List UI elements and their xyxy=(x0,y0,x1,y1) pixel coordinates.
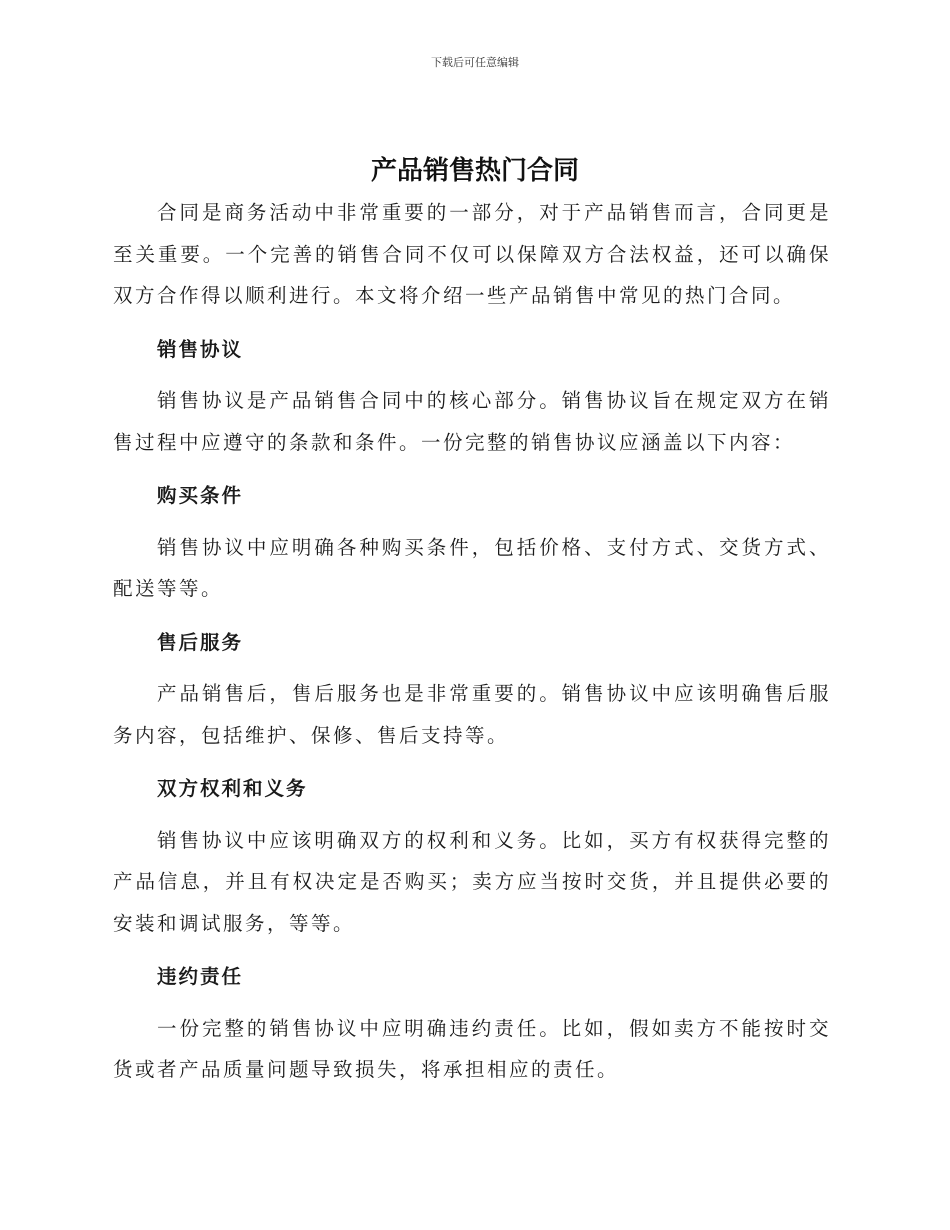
document-title: 产品销售热门合同 xyxy=(370,156,579,186)
section-body-purchase-terms: 销售协议中应明确各种购买条件，包括价格、支付方式、交货方式、配送等等。 xyxy=(113,535,831,600)
section-heading-after-sales-service: 售后服务 xyxy=(157,630,244,654)
section-heading-sales-agreement: 销售协议 xyxy=(157,337,244,361)
section-body-sales-agreement: 销售协议是产品销售合同中的核心部分。销售协议旨在规定双方在销售过程中应遵守的条款和条件。一份完整的销售协议应涵盖以下内容： xyxy=(113,389,831,454)
section-body-rights-obligations: 销售协议中应该明确双方的权利和义务。比如，买方有权获得完整的产品信息，并且有权决定是否购买；卖方应当按时交货，并且提供必要的安装和调试服务，等等。 xyxy=(113,828,831,935)
section-body-breach-liability: 一份完整的销售协议中应明确违约责任。比如，假如卖方不能按时交货或者产品质量问题导致损失，将承担相应的责任。 xyxy=(113,1016,831,1081)
header-note: 下载后可任意编辑 xyxy=(431,56,519,69)
section-heading-purchase-terms: 购买条件 xyxy=(157,484,244,507)
section-heading-rights-obligations: 双方权利和义务 xyxy=(157,777,308,800)
document-body xyxy=(113,192,831,1091)
intro-paragraph: 合同是商务活动中非常重要的一部分，对于产品销售而言，合同更是至关重要。一个完善的销售合同不仅可以保障双方合法权益，还可以确保双方合作得以顺利进行。本文将介绍一些产品销售中常见的热门合同。 xyxy=(113,201,831,307)
section-heading-breach-liability: 违约责任 xyxy=(157,965,244,988)
section-body-after-sales-service: 产品销售后，售后服务也是非常重要的。销售协议中应该明确售后服务内容，包括维护、保修、售后支持等。 xyxy=(113,682,831,747)
